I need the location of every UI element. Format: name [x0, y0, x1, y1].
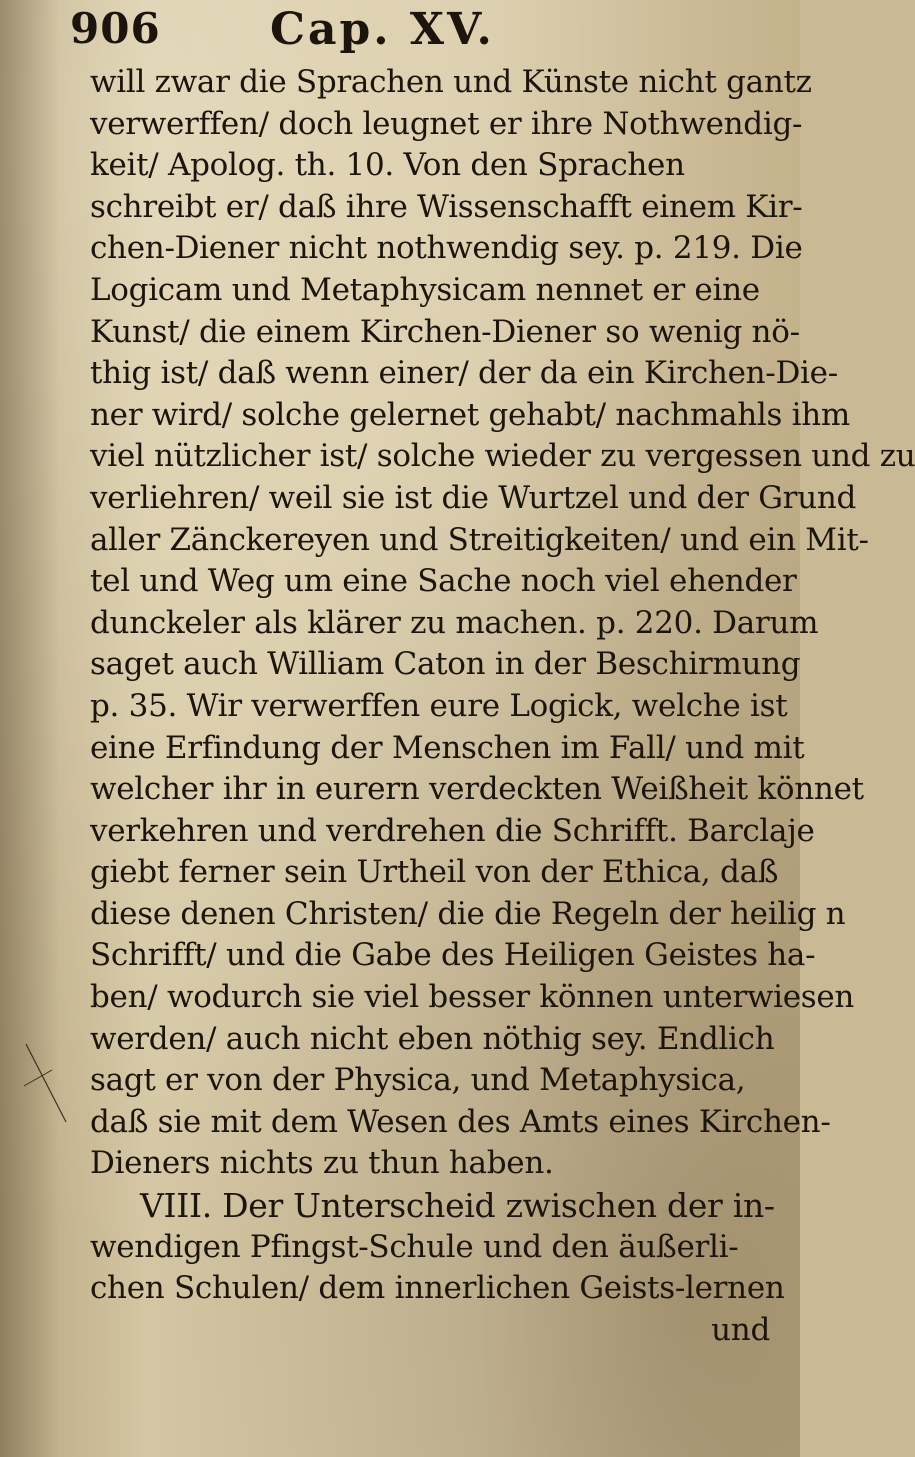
text-line: giebt ferner sein Urtheil von der Ethica, daß: [90, 854, 779, 891]
page-header: [70, 4, 770, 56]
text-line: eine Erfindung der Menschen im Fall/ und mit: [90, 729, 805, 766]
text-line: tel und Weg um eine Sache noch viel ehender: [90, 563, 797, 600]
text-line: viel nützlicher ist/ solche wieder zu vergessen und zu: [90, 438, 915, 475]
text-line: saget auch William Caton in der Beschirmung: [90, 646, 801, 683]
pen-stroke-mark: [22, 1040, 72, 1130]
text-line: dunckeler als klärer zu machen. p. 220. Darum: [90, 604, 819, 641]
text-line: welcher ihr in eurern verdeckten Weißheit könnet: [90, 771, 864, 808]
text-line: diese denen Christen/ die die Regeln der heilig n: [90, 895, 846, 932]
text-line: chen Schulen/ dem innerlichen Geists-lernen: [90, 1270, 785, 1307]
text-line: verliehren/ weil sie ist die Wurtzel und der Grund: [90, 479, 857, 516]
section-heading-line: VIII. Der Unterscheid zwischen der in-: [140, 1186, 775, 1226]
text-line: sagt er von der Physica, und Metaphysica,: [90, 1062, 746, 1099]
page-number: 906: [70, 4, 161, 53]
text-line: verwerffen/ doch leugnet er ihre Nothwendig-: [90, 105, 803, 142]
text-line: ben/ wodurch sie viel besser können unterwiesen: [90, 979, 855, 1016]
text-line: chen-Diener nicht nothwendig sey. p. 219. Die: [90, 230, 803, 267]
running-head: Cap. XV.: [270, 4, 495, 55]
text-line: aller Zänckereyen und Streitigkeiten/ und ein Mit-: [90, 521, 869, 558]
text-line: thig ist/ daß wenn einer/ der da ein Kirchen-Die-: [90, 355, 838, 392]
text-line: Dieners nichts zu thun haben.: [90, 1145, 554, 1182]
page-fold-shadow: [0, 0, 60, 1457]
text-line: werden/ auch nicht eben nöthig sey. Endlich: [90, 1020, 775, 1057]
text-line: wendigen Pfingst-Schule und den äußerli-: [90, 1228, 739, 1265]
text-line: keit/ Apolog. th. 10. Von den Sprachen: [90, 147, 685, 184]
text-line: Kunst/ die einem Kirchen-Diener so wenig nö-: [90, 313, 800, 350]
body-text: [90, 62, 915, 1351]
text-line: ner wird/ solche gelernet gehabt/ nachmahls ihm: [90, 396, 851, 433]
text-line: p. 35. Wir verwerffen eure Logick, welche ist: [90, 687, 788, 724]
catchword: und: [711, 1311, 770, 1348]
text-line: Logicam und Metaphysicam nennet er eine: [90, 271, 760, 308]
text-line: verkehren und verdrehen die Schrifft. Barclaje: [90, 812, 815, 849]
text-line: schreibt er/ daß ihre Wissenschafft einem Kir-: [90, 188, 803, 225]
text-line: Schrifft/ und die Gabe des Heiligen Geistes ha-: [90, 937, 816, 974]
text-line: daß sie mit dem Wesen des Amts eines Kirchen-: [90, 1103, 831, 1140]
text-line: will zwar die Sprachen und Künste nicht gantz: [90, 64, 812, 100]
